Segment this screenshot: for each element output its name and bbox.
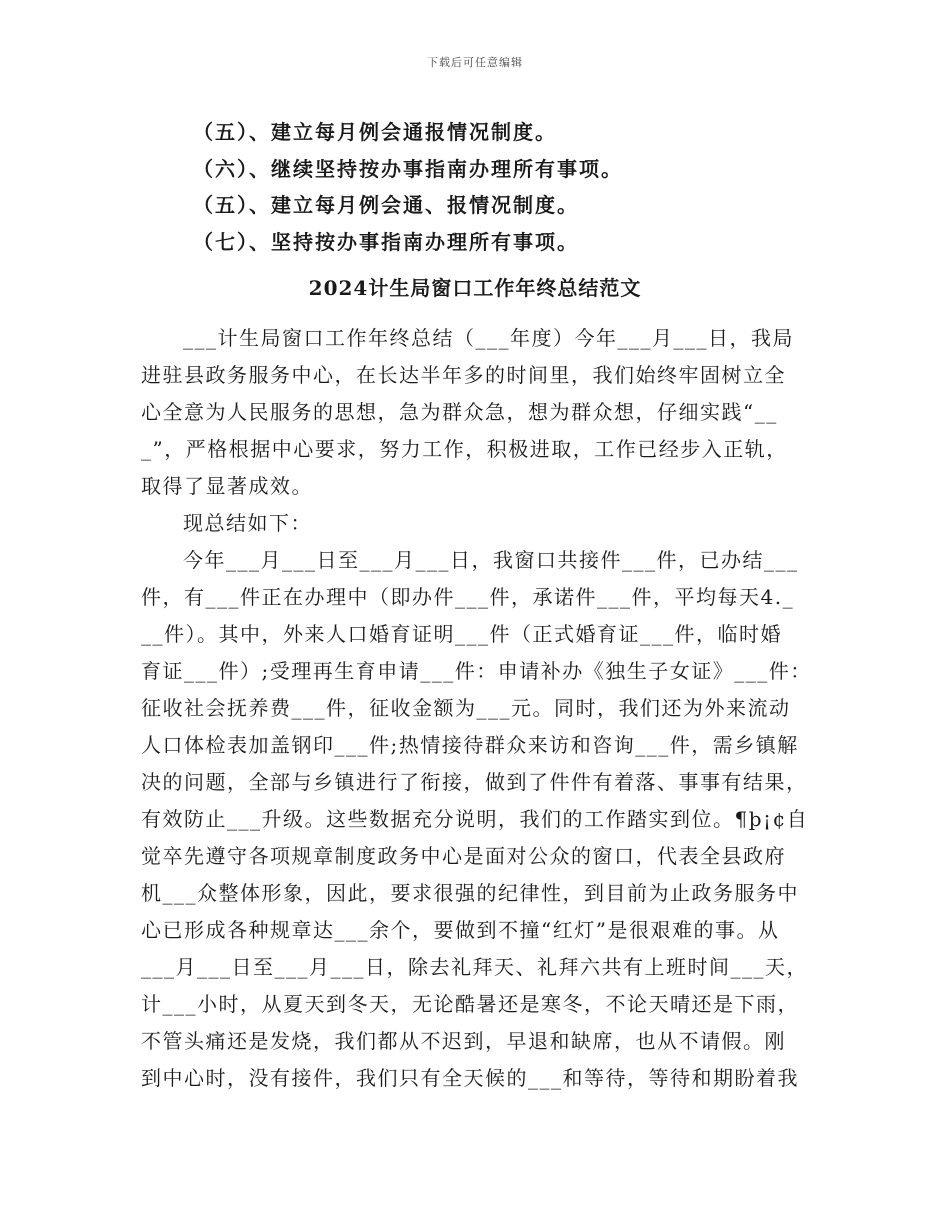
paragraph-line: 现总结如下：	[183, 511, 312, 535]
list-item: （五）、建立每月例会通报情况制度。	[193, 120, 557, 144]
paragraph-line: 件，有___件正在办理中（即办件___件，承诺件___件，平均每天4._	[141, 585, 795, 609]
paragraph-line: 决的问题，全部与乡镇进行了衔接，做到了件件有着落、事事有结果，	[141, 770, 808, 794]
paragraph-line: 觉卒先遵守各项规章制度政务中心是面对公众的窗口，代表全县政府	[141, 844, 786, 868]
paragraph-line: ___月___日至___月___日，除去礼拜天、礼拜六共有上班时间___天，	[141, 955, 808, 979]
header-note: 下载后可任意编辑	[427, 56, 523, 69]
paragraph-line: 进驻县政务服务中心，在长达半年多的时间里，我们始终牢固树立全	[141, 363, 786, 387]
paragraph-line: 取得了显著成效。	[141, 474, 313, 498]
paragraph-line: 有效防止___升级。这些数据充分说明，我们的工作踏实到位。¶þ¡¢自	[141, 807, 809, 831]
list-item: （七）、坚持按办事指南办理所有事项。	[193, 230, 579, 254]
paragraph-line: 机___众整体形象，因此，要求很强的纪律性，到目前为止政务服务中	[141, 881, 799, 905]
paragraph-line: 人口体检表加盖钢印___件;热情接待群众来访和咨询___件，需乡镇解	[141, 733, 799, 757]
document-title: 2024计生局窗口工作年终总结范文	[308, 276, 642, 300]
paragraph-line: ___计生局窗口工作年终总结（___年度）今年___月___日，我局	[183, 326, 794, 350]
paragraph-line: 征收社会抚养费___件，征收金额为___元。同时，我们还为外来流动	[141, 696, 791, 720]
paragraph-line: 到中心时，没有接件，我们只有全天候的___和等待，等待和期盼着我	[141, 1066, 799, 1090]
paragraph-line: 今年___月___日至___月___日，我窗口共接件___件，已办结___	[183, 548, 799, 572]
paragraph-line: 计___小时，从夏天到冬天，无论酷暑还是寒冬，不论天晴还是下雨，	[141, 992, 799, 1016]
paragraph-line: 育证___件）;受理再生育申请___件：申请补办《独生子女证》___件：	[141, 659, 812, 683]
list-item: （五）、建立每月例会通、报情况制度。	[193, 193, 579, 217]
paragraph-line: _”，严格根据中心要求，努力工作，积极进取，工作已经步入正轨，	[141, 437, 788, 461]
paragraph-line: 不管头痛还是发烧，我们都从不迟到，早退和缺席，也从不请假。刚	[141, 1029, 786, 1053]
list-item: （六）、继续坚持按办事指南办理所有事项。	[193, 157, 623, 181]
paragraph-line: __件）。其中，外来人口婚育证明___件（正式婚育证___件，临时婚	[141, 622, 782, 646]
paragraph-line: 心已形成各种规章达___余个，要做到不撞“红灯”是很艰难的事。从	[141, 918, 780, 942]
paragraph-line: 心全意为人民服务的思想，急为群众急，想为群众想，仔细实践“__	[141, 400, 778, 424]
